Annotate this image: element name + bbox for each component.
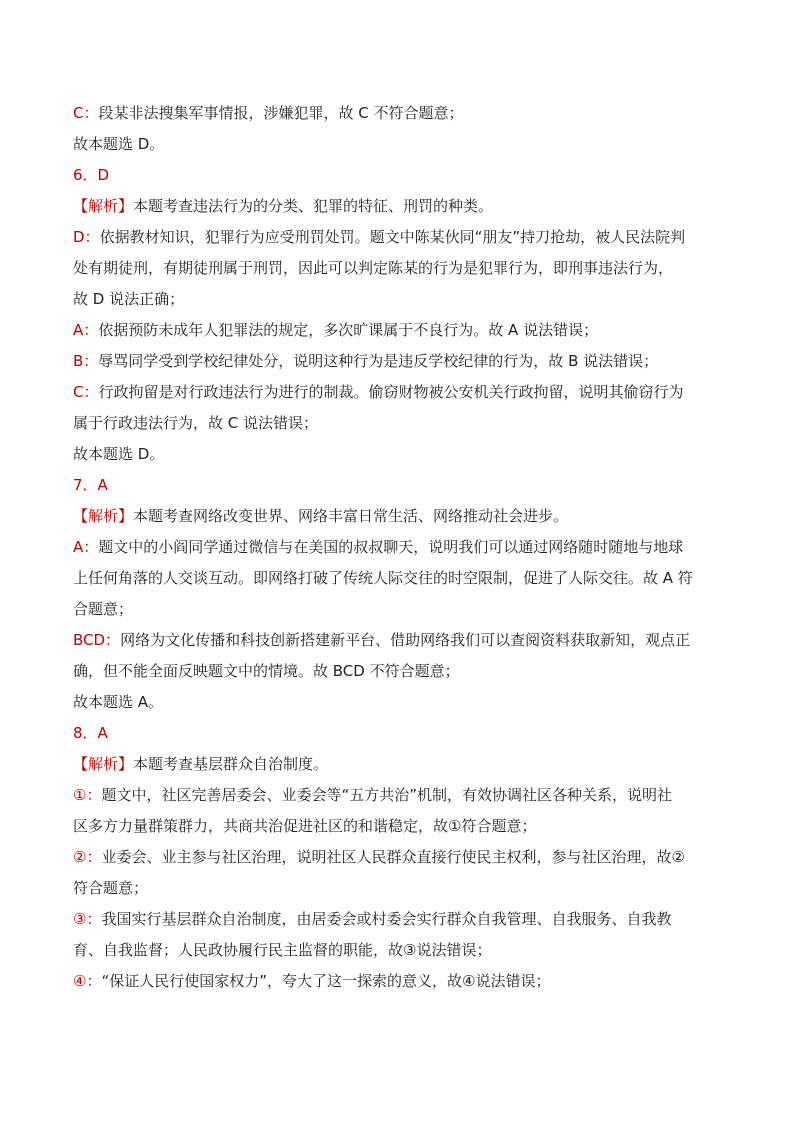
- item-text: 网络为文化传播和科技创新搭建新平台、借助网络我们可以查阅资料获取新知，观点正: [120, 631, 691, 649]
- item-text: 我国实行基层群众自治制度，由居委会或村委会实行群众自我管理、自我服务、自我教: [101, 910, 672, 928]
- item-label: ①：: [73, 786, 102, 804]
- text-line: [73, 222, 723, 253]
- text-line: [73, 873, 723, 904]
- text-line: [73, 160, 723, 191]
- text-line: [73, 625, 723, 656]
- text-line: [73, 718, 723, 749]
- text-line: [73, 408, 723, 439]
- item-text: 业委会、业主参与社区治理，说明社区人民群众直接行使民主权利，参与社区治理，故②: [101, 848, 685, 866]
- text-line: [73, 966, 723, 997]
- item-text: 依据预防未成年人犯罪法的规定，多次旷课属于不良行为。故 A 说法错误；: [98, 321, 599, 339]
- item-text: 本题考查违法行为的分类、犯罪的特征、刑罚的种类。: [133, 197, 494, 215]
- text-line: [73, 470, 723, 501]
- item-label: 7．A: [73, 476, 108, 494]
- item-label: 8．A: [73, 724, 108, 742]
- item-text: 符合题意；: [73, 879, 149, 897]
- item-text: 上任何角落的人交谈互动。即网络打破了传统人际交往的时空限制，促进了人际交往。故 A 符: [73, 569, 693, 587]
- item-text: 本题考查网络改变世界、网络丰富日常生活、网络推动社会进步。: [133, 507, 569, 525]
- text-line: [73, 191, 723, 222]
- text-line: [73, 439, 723, 470]
- item-label: 【解析】: [73, 755, 134, 773]
- item-text: 行政拘留是对行政违法行为进行的制裁。偷窃财物被公安机关行政拘留，说明其偷窃行为: [98, 383, 684, 401]
- item-label: 6．D: [73, 166, 110, 184]
- text-line: [73, 656, 723, 687]
- item-text: 区多方力量群策群力，共商共治促进社区的和谐稳定，故①符合题意；: [73, 817, 537, 835]
- text-line: [73, 532, 723, 563]
- item-text: 依据教材知识，犯罪行为应受刑罚处罚。题文中陈某伙同“朋友”持刀抢劫，被人民法院判: [99, 228, 686, 246]
- text-line: [73, 98, 723, 129]
- text-line: [73, 780, 723, 811]
- text-line: [73, 129, 723, 160]
- item-label: BCD：: [73, 631, 121, 649]
- item-text: 题文中的小阎同学通过微信与在美国的叔叔聊天，说明我们可以通过网络随时随地与地球: [98, 538, 684, 556]
- item-label: A：: [73, 538, 99, 556]
- item-label: C：: [73, 383, 99, 401]
- item-text: 故 D 说法正确；: [73, 290, 185, 308]
- text-line: [73, 563, 723, 594]
- text-line: [73, 284, 723, 315]
- item-text: 题文中，社区完善居委会、业委会等“五方共治”机制，有效协调社区各种关系，说明社: [101, 786, 672, 804]
- item-text: “保证人民行使国家权力”，夸大了这一探索的意义，故④说法错误；: [101, 972, 551, 990]
- answer-explanation-text: [73, 98, 723, 997]
- item-text: 合题意；: [73, 600, 134, 618]
- item-label: 【解析】: [73, 507, 134, 525]
- text-line: [73, 594, 723, 625]
- text-line: [73, 935, 723, 966]
- item-label: ④：: [73, 972, 102, 990]
- item-text: 故本题选 D。: [73, 135, 165, 153]
- text-line: [73, 687, 723, 718]
- item-label: ③：: [73, 910, 102, 928]
- item-label: D：: [73, 228, 100, 246]
- text-line: [73, 346, 723, 377]
- item-label: 【解析】: [73, 197, 134, 215]
- item-text: 辱骂同学受到学校纪律处分，说明这种行为是违反学校纪律的行为，故 B 说法错误；: [98, 352, 659, 370]
- text-line: [73, 253, 723, 284]
- item-text: 确，但不能全面反映题文中的情境。故 BCD 不符合题意；: [73, 662, 460, 680]
- text-line: [73, 904, 723, 935]
- item-label: B：: [73, 352, 99, 370]
- item-text: 育、自我监督；人民政协履行民主监督的职能，故③说法错误；: [73, 941, 492, 959]
- item-text: 属于行政违法行为，故 C 说法错误；: [73, 414, 319, 432]
- text-line: [73, 377, 723, 408]
- item-label: C：: [73, 104, 99, 122]
- text-line: [73, 811, 723, 842]
- item-label: ②：: [73, 848, 102, 866]
- text-line: [73, 749, 723, 780]
- text-line: [73, 842, 723, 873]
- item-text: 处有期徒刑，有期徒刑属于刑罚，因此可以判定陈某的行为是犯罪行为，即刑事违法行为，: [73, 259, 674, 277]
- item-text: 故本题选 A。: [73, 693, 164, 711]
- item-text: 段某非法搜集军事情报，涉嫌犯罪，故 C 不符合题意；: [98, 104, 464, 122]
- item-text: 本题考查基层群众自治制度。: [133, 755, 329, 773]
- item-text: 故本题选 D。: [73, 445, 165, 463]
- text-line: [73, 501, 723, 532]
- item-label: A：: [73, 321, 99, 339]
- text-line: [73, 315, 723, 346]
